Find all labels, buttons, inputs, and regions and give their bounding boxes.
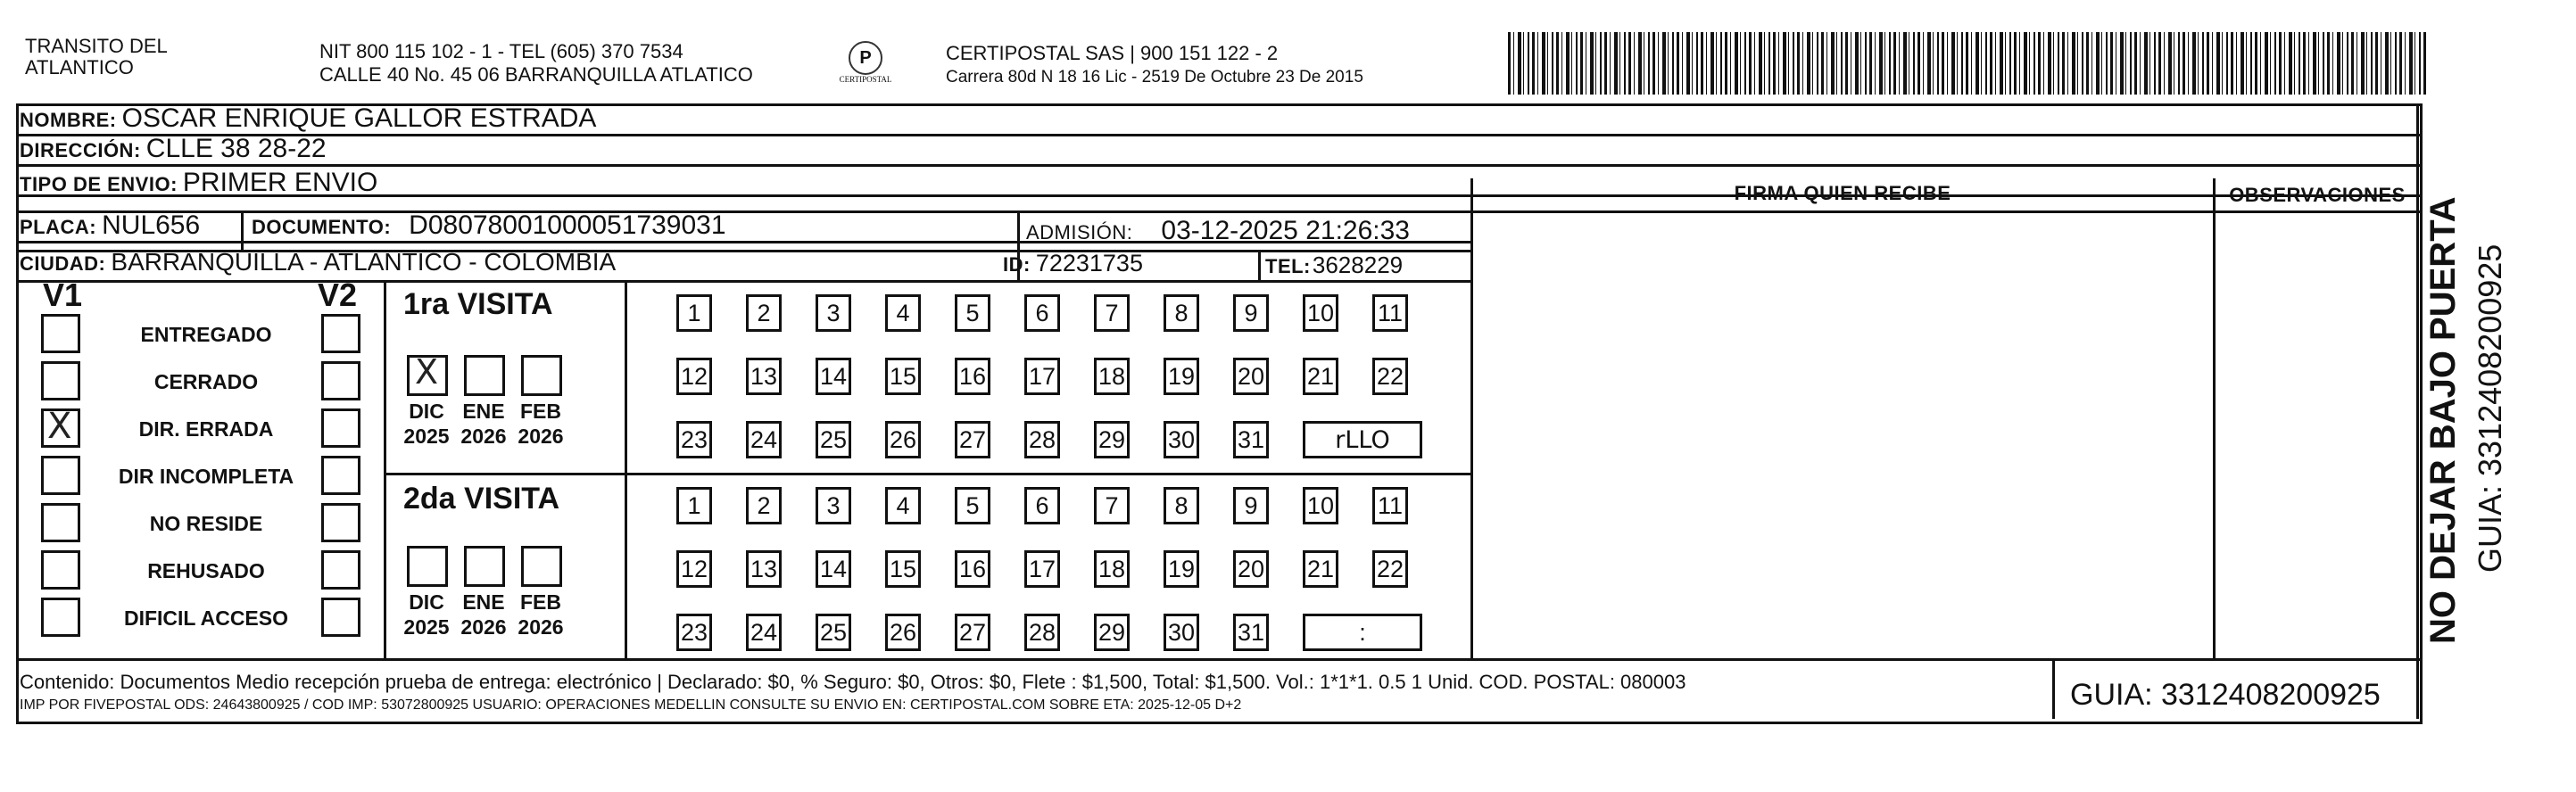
day-box[interactable]: 2 bbox=[746, 487, 782, 524]
month-name: DIC bbox=[409, 400, 444, 423]
day-box[interactable]: 1 bbox=[676, 487, 712, 524]
v2-checkbox[interactable] bbox=[321, 456, 360, 495]
status-label: CERRADO bbox=[153, 370, 259, 393]
address-row bbox=[20, 134, 327, 164]
first-visit-title: 1ra VISITA bbox=[403, 287, 553, 321]
month-checkbox[interactable] bbox=[464, 355, 505, 396]
day-box[interactable]: 12 bbox=[676, 358, 712, 395]
tel-divider bbox=[1258, 250, 1261, 280]
day-box[interactable]: 28 bbox=[1024, 614, 1060, 651]
v2-checkbox[interactable] bbox=[321, 314, 360, 353]
v2-checkbox[interactable] bbox=[321, 408, 360, 448]
day-box[interactable]: 31 bbox=[1233, 421, 1269, 458]
name-value: OSCAR ENRIQUE GALLOR ESTRADA bbox=[121, 103, 597, 133]
month-checkbox[interactable] bbox=[464, 546, 505, 587]
day-box[interactable]: 28 bbox=[1024, 421, 1060, 458]
month-checkbox[interactable] bbox=[521, 355, 562, 396]
day-box[interactable]: 19 bbox=[1164, 358, 1199, 395]
no-dejar-bajo-puerta: NO DEJAR BAJO PUERTA bbox=[2423, 196, 2463, 644]
plate-label: PLACA: bbox=[20, 216, 97, 238]
day-box[interactable]: 25 bbox=[816, 614, 851, 651]
day-box[interactable]: 30 bbox=[1164, 421, 1199, 458]
day-box[interactable]: 29 bbox=[1094, 421, 1130, 458]
day-box[interactable]: 6 bbox=[1024, 487, 1060, 524]
signature-left-divider bbox=[1470, 178, 1473, 658]
day-box[interactable]: 8 bbox=[1164, 294, 1199, 332]
day-box[interactable]: 5 bbox=[955, 294, 990, 332]
send-type-label: TIPO DE ENVIO: bbox=[20, 173, 178, 195]
month-year: 2026 bbox=[518, 615, 564, 639]
admission-value: 03-12-2025 21:26:33 bbox=[1161, 216, 1410, 245]
day-box[interactable]: 3 bbox=[816, 294, 851, 332]
barcode bbox=[1508, 32, 2427, 95]
day-box[interactable]: 20 bbox=[1233, 358, 1269, 395]
id-value: 72231735 bbox=[1035, 250, 1143, 276]
second-visit-title: 2da VISITA bbox=[403, 482, 560, 516]
day-box[interactable]: 4 bbox=[885, 487, 921, 524]
day-box[interactable]: 18 bbox=[1094, 358, 1130, 395]
status-label: ENTREGADO bbox=[140, 323, 272, 346]
document-row bbox=[252, 210, 726, 241]
row-divider bbox=[16, 164, 2420, 167]
v1-checkbox[interactable] bbox=[41, 456, 80, 495]
status-label: DIFICIL ACCESO bbox=[123, 606, 288, 630]
company-name-line2: ATLANTICO bbox=[25, 56, 134, 78]
company-name-line1: TRANSITO DEL bbox=[25, 35, 168, 57]
day-box[interactable]: 22 bbox=[1372, 550, 1408, 588]
plate-row bbox=[20, 210, 200, 241]
observations-divider bbox=[2213, 178, 2216, 658]
month-year: 2026 bbox=[460, 615, 507, 639]
v1-check-mark: X bbox=[47, 406, 72, 447]
guia-box-left bbox=[2052, 658, 2055, 719]
day-box[interactable]: 16 bbox=[955, 358, 990, 395]
day-box[interactable]: 11 bbox=[1372, 294, 1408, 332]
day-box[interactable]: 13 bbox=[746, 358, 782, 395]
signature-label: FIRMA QUIEN RECIBE bbox=[1734, 182, 1951, 204]
status-label: DIR. ERRADA bbox=[138, 417, 274, 441]
signature-area[interactable] bbox=[1474, 214, 2211, 656]
day-box[interactable]: 6 bbox=[1024, 294, 1060, 332]
day-box[interactable]: 16 bbox=[955, 550, 990, 588]
month-year: 2026 bbox=[460, 425, 507, 448]
visit-divider bbox=[384, 473, 1472, 475]
day-box[interactable]: 25 bbox=[816, 421, 851, 458]
day-box[interactable]: 9 bbox=[1233, 487, 1269, 524]
month-checkbox[interactable] bbox=[407, 352, 448, 396]
month-year: 2025 bbox=[403, 425, 450, 448]
day-box[interactable]: 4 bbox=[885, 294, 921, 332]
day-box[interactable]: 17 bbox=[1024, 550, 1060, 588]
side-guia: GUIA: 3312408200925 bbox=[2472, 243, 2508, 573]
day-box[interactable]: 22 bbox=[1372, 358, 1408, 395]
day-box[interactable]: 23 bbox=[676, 614, 712, 651]
document-value: D08078001000051739031 bbox=[409, 210, 726, 240]
observations-area[interactable] bbox=[2216, 214, 2414, 656]
status-label: DIR INCOMPLETA bbox=[118, 465, 294, 488]
day-box[interactable]: 27 bbox=[955, 421, 990, 458]
id-row bbox=[1003, 250, 1143, 277]
status-divider bbox=[384, 280, 386, 658]
day-box[interactable]: 3 bbox=[816, 487, 851, 524]
day-box[interactable]: 26 bbox=[885, 421, 921, 458]
name-label: NOMBRE: bbox=[20, 109, 117, 131]
day-box[interactable]: 24 bbox=[746, 614, 782, 651]
day-box[interactable]: 7 bbox=[1094, 294, 1130, 332]
city-label: CIUDAD: bbox=[20, 252, 106, 275]
row-divider bbox=[16, 134, 2420, 136]
day-box[interactable]: 13 bbox=[746, 550, 782, 588]
day-box[interactable]: 15 bbox=[885, 358, 921, 395]
month-name: ENE bbox=[462, 400, 505, 423]
send-type-row bbox=[20, 168, 377, 198]
v2-checkbox[interactable] bbox=[321, 361, 360, 400]
day-box[interactable]: 2 bbox=[746, 294, 782, 332]
day-box[interactable]: 21 bbox=[1303, 358, 1338, 395]
tel-label: TEL: bbox=[1265, 255, 1311, 277]
month-check-mark: X bbox=[415, 352, 439, 392]
form-bottom-divider bbox=[16, 658, 2420, 661]
day-box[interactable]: 1 bbox=[676, 294, 712, 332]
day-box[interactable]: 21 bbox=[1303, 550, 1338, 588]
v1-label: V1 bbox=[43, 276, 83, 313]
v2-checkbox[interactable] bbox=[321, 503, 360, 542]
day-box[interactable]: 14 bbox=[816, 358, 851, 395]
day-box[interactable]: 10 bbox=[1303, 487, 1338, 524]
day-box[interactable]: 17 bbox=[1024, 358, 1060, 395]
contents-line: Contenido: Documentos Medio recepción prueba de entrega: electrónico | Declarado: $0, % Seguro: $0, Otros: $0, Flete : $1,500, Total: $1,500. Vol.: 1*1*1. 0.5 1 Unid. COD. POSTAL: 080003 bbox=[20, 671, 1686, 693]
month-name: DIC bbox=[409, 590, 444, 614]
name-row bbox=[20, 103, 596, 134]
day-box[interactable]: 29 bbox=[1094, 614, 1130, 651]
month-year: 2026 bbox=[518, 425, 564, 448]
v1-checkbox[interactable] bbox=[41, 550, 80, 590]
month-name: ENE bbox=[462, 590, 505, 614]
plate-divider bbox=[241, 210, 244, 250]
guia-box: GUIA: 3312408200925 bbox=[2070, 678, 2381, 712]
nit-line: NIT 800 115 102 - 1 - TEL (605) 370 7534 bbox=[319, 40, 683, 62]
admission-label: ADMISIÓN: bbox=[1026, 221, 1133, 243]
logo-icon: P bbox=[849, 41, 882, 75]
day-box[interactable]: 11 bbox=[1372, 487, 1408, 524]
status-label: REHUSADO bbox=[147, 559, 265, 582]
day-box[interactable]: 27 bbox=[955, 614, 990, 651]
day-box[interactable]: 19 bbox=[1164, 550, 1199, 588]
city-value: BARRANQUILLA - ATLANTICO - COLOMBIA bbox=[111, 248, 617, 276]
month-name: FEB bbox=[520, 590, 561, 614]
day-box[interactable]: 26 bbox=[885, 614, 921, 651]
status-label: NO RESIDE bbox=[149, 512, 263, 535]
day-box[interactable]: 20 bbox=[1233, 550, 1269, 588]
v2-label: V2 bbox=[318, 276, 358, 313]
day-box[interactable]: 9 bbox=[1233, 294, 1269, 332]
imp-line: IMP POR FIVEPOSTAL ODS: 24643800925 / COD IMP: 53072800925 USUARIO: OPERACIONES MEDELLIN CONSULTE SU ENVIO EN: CERTIPOSTAL.COM SOBRE ETA: 2025-12-05 D+2 bbox=[20, 697, 1242, 712]
courier-line: CERTIPOSTAL SAS | 900 151 122 - 2 bbox=[946, 42, 1279, 64]
month-name: FEB bbox=[520, 400, 561, 423]
month-checkbox[interactable] bbox=[407, 546, 448, 587]
day-box[interactable]: 24 bbox=[746, 421, 782, 458]
send-type-value: PRIMER ENVIO bbox=[182, 168, 378, 197]
admission-row bbox=[1026, 216, 1410, 246]
day-box[interactable]: 30 bbox=[1164, 614, 1199, 651]
tel-row bbox=[1265, 252, 1403, 279]
city-row bbox=[20, 248, 616, 276]
day-box[interactable]: 8 bbox=[1164, 487, 1199, 524]
logo-text: CERTIPOSTAL bbox=[839, 75, 892, 84]
month-divider bbox=[625, 280, 627, 658]
license-line: Carrera 80d N 18 16 Lic - 2519 De Octubre 23 De 2015 bbox=[946, 68, 1363, 87]
row-divider bbox=[16, 280, 1470, 283]
id-label: ID: bbox=[1003, 253, 1031, 276]
day-box[interactable]: 15 bbox=[885, 550, 921, 588]
address-value: CLLE 38 28-22 bbox=[145, 134, 327, 163]
document-label: DOCUMENTO: bbox=[252, 216, 392, 238]
address-line: CALLE 40 No. 45 06 BARRANQUILLA ATLATICO bbox=[319, 63, 753, 86]
v1-checkbox[interactable] bbox=[41, 408, 80, 448]
observations-label: OBSERVACIONES bbox=[2229, 184, 2406, 206]
day-box[interactable]: 12 bbox=[676, 550, 712, 588]
plate-value: NUL656 bbox=[102, 210, 201, 240]
day-box[interactable]: 14 bbox=[816, 550, 851, 588]
day-box[interactable]: 10 bbox=[1303, 294, 1338, 332]
extra-day-box[interactable]: : bbox=[1303, 614, 1422, 651]
day-box[interactable]: 18 bbox=[1094, 550, 1130, 588]
month-year: 2025 bbox=[403, 615, 450, 639]
month-checkbox[interactable] bbox=[521, 546, 562, 587]
day-box[interactable]: 5 bbox=[955, 487, 990, 524]
v1-checkbox[interactable] bbox=[41, 503, 80, 542]
day-box[interactable]: 7 bbox=[1094, 487, 1130, 524]
tel-value: 3628229 bbox=[1312, 252, 1404, 278]
v1-checkbox[interactable] bbox=[41, 598, 80, 637]
address-label: DIRECCIÓN: bbox=[20, 139, 141, 161]
v1-checkbox[interactable] bbox=[41, 361, 80, 400]
certipostal-logo bbox=[834, 41, 897, 91]
day-box[interactable]: 23 bbox=[676, 421, 712, 458]
v2-checkbox[interactable] bbox=[321, 598, 360, 637]
day-box[interactable]: 31 bbox=[1233, 614, 1269, 651]
extra-day-box[interactable]: rLLO bbox=[1303, 421, 1422, 458]
v1-checkbox[interactable] bbox=[41, 314, 80, 353]
v2-checkbox[interactable] bbox=[321, 550, 360, 590]
